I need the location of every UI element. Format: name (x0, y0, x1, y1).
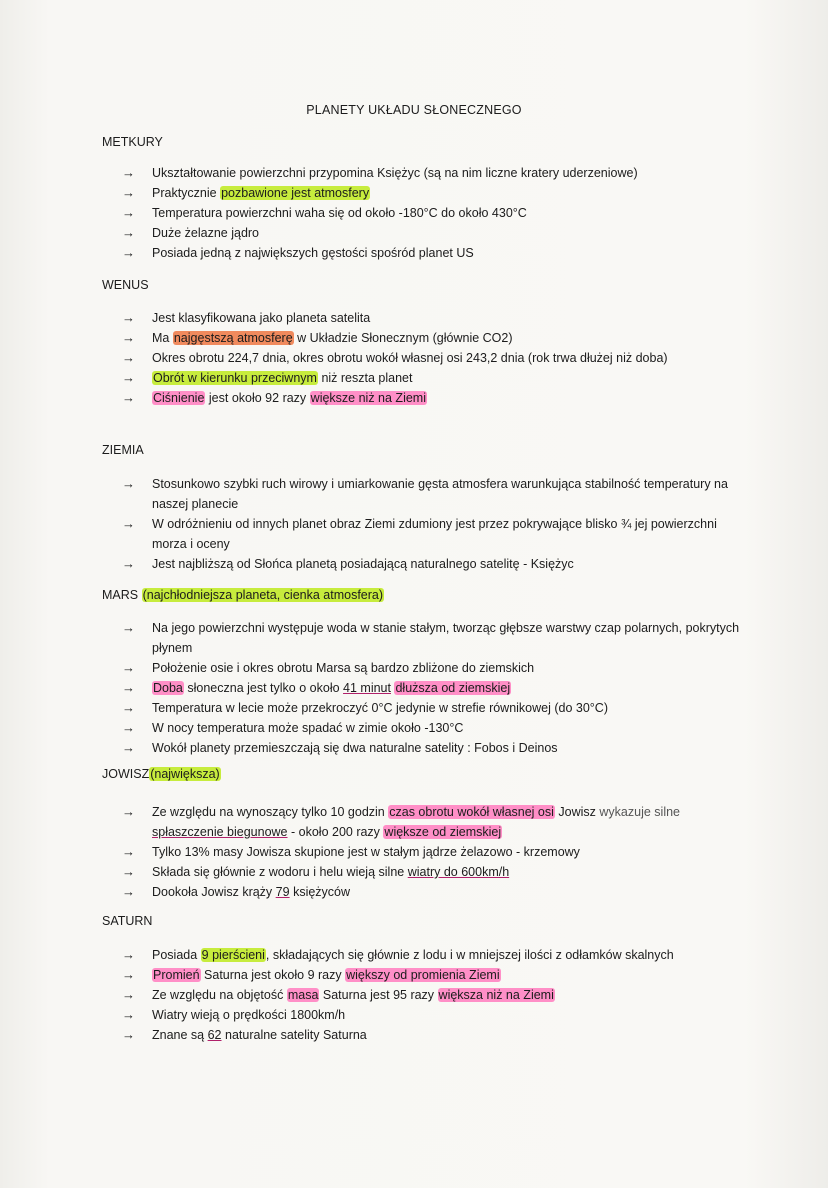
list-item: → Ukształtowanie powierzchni przypomina Księżyc (są na nim liczne kratery uderzeniowe) (122, 163, 742, 183)
list-item: → Doba słoneczna jest tylko o około 41 minut dłuższa od ziemskiej (122, 678, 742, 698)
highlight: czas obrotu wokół własnej osi (389, 805, 554, 819)
arrow-icon: → (122, 804, 135, 819)
list-mars (122, 618, 742, 758)
arrow-icon: → (122, 165, 135, 180)
arrow-icon: → (122, 245, 135, 260)
list-wenus (122, 308, 742, 408)
arrow-icon: → (122, 740, 135, 755)
arrow-icon: → (122, 225, 135, 240)
highlight: Ciśnienie (153, 391, 205, 405)
list-item: → Na jego powierzchni występuje woda w stanie stałym, tworząc głębsze warstwy czap polarnych, pokrytych płynem (122, 620, 740, 655)
arrow-icon: → (122, 620, 135, 635)
list-item: → Temperatura powierzchni waha się od około -180°C do około 430°C (122, 203, 742, 223)
arrow-icon: → (122, 476, 135, 491)
arrow-icon: → (122, 720, 135, 735)
list-saturn (122, 945, 772, 1045)
arrow-icon: → (122, 370, 135, 385)
list-item: → Posiada jedną z największych gęstości spośród planet US (122, 243, 742, 263)
list-item: → Ze względu na objętość masa Saturna jest 95 razy większa niż na Ziemi (122, 985, 772, 1005)
arrow-icon: → (122, 844, 135, 859)
section-heading-mars: MARS (najchłodniejsza planeta, cienka atmosfera) (102, 588, 384, 602)
highlight: Obrót w kierunku przeciwnym (153, 371, 317, 385)
highlight: większy od promienia Ziemi (346, 968, 500, 982)
arrow-icon: → (122, 660, 135, 675)
list-item: → Ze względu na wynoszący tylko 10 godzin czas obrotu wokół własnej osi Jowisz wykazuje silne spłaszczenie biegunowe - około 200 razy większe od ziemskiej (122, 804, 680, 839)
list-item: → W nocy temperatura może spadać w zimie około -130°C (122, 718, 742, 738)
arrow-icon: → (122, 330, 135, 345)
arrow-icon: → (122, 1007, 135, 1022)
arrow-icon: → (122, 864, 135, 879)
list-item: → Obrót w kierunku przeciwnym niż reszta planet (122, 368, 742, 388)
arrow-icon: → (122, 205, 135, 220)
list-item: → Wokół planety przemieszczają się dwa naturalne satelity : Fobos i Deinos (122, 738, 742, 758)
arrow-icon: → (122, 700, 135, 715)
arrow-icon: → (122, 310, 135, 325)
highlight: większe niż na Ziemi (310, 391, 426, 405)
list-item: → Składa się głównie z wodoru i helu wieją silne wiatry do 600km/h (122, 862, 742, 882)
list-item: → Tylko 13% masy Jowisza skupione jest w stałym jądrze żelazowo - krzemowy (122, 842, 742, 862)
list-item: → Ma najgęstszą atmosferę w Układzie Słonecznym (głównie CO2) (122, 328, 742, 348)
list-item: → Jest klasyfikowana jako planeta satelita (122, 308, 742, 328)
list-item: → Ciśnienie jest około 92 razy większe niż na Ziemi (122, 388, 742, 408)
highlight: najgęstszą atmosferę (173, 331, 293, 345)
section-heading-merkury: METKURY (102, 135, 163, 149)
list-item: → W odróżnieniu od innych planet obraz Ziemi zdumiony jest przez pokrywające blisko ¾ jej powierzchni morza i oceny (122, 516, 717, 551)
section-heading-saturn: SATURN (102, 914, 153, 928)
list-item: → Położenie osie i okres obrotu Marsa są bardzo zbliżone do ziemskich (122, 658, 742, 678)
arrow-icon: → (122, 516, 135, 531)
list-item: → Posiada 9 pierścieni, składających się głównie z lodu i w mniejszej ilości z odłamków skalnych (122, 945, 772, 965)
list-item: → Temperatura w lecie może przekroczyć 0°C jedynie w strefie równikowej (do 30°C) (122, 698, 742, 718)
section-heading-jowisz: JOWISZ(największa) (102, 767, 220, 781)
highlight: Promień (153, 968, 200, 982)
highlight: dłuższa od ziemskiej (395, 681, 511, 695)
list-item: → Duże żelazne jądro (122, 223, 742, 243)
highlight: większa niż na Ziemi (438, 988, 554, 1002)
arrow-icon: → (122, 350, 135, 365)
list-item: → Znane są 62 naturalne satelity Saturna (122, 1025, 772, 1045)
list-item: → Promień Saturna jest około 9 razy większy od promienia Ziemi (122, 965, 772, 985)
section-heading-ziemia: ZIEMIA (102, 443, 144, 457)
arrow-icon: → (122, 967, 135, 982)
highlight: 9 pierścieni (201, 948, 265, 962)
list-item: → Jest najbliższą od Słońca planetą posiadającą naturalnego satelitę - Księżyc (122, 554, 742, 574)
list-jowisz (122, 802, 742, 902)
highlight: pozbawione jest atmosfery (221, 186, 370, 200)
list-item: → Wiatry wieją o prędkości 1800km/h (122, 1005, 772, 1025)
highlight: Doba (153, 681, 183, 695)
arrow-icon: → (122, 987, 135, 1002)
highlight: masa (287, 988, 319, 1002)
highlight: większe od ziemskiej (384, 825, 502, 839)
arrow-icon: → (122, 185, 135, 200)
arrow-icon: → (122, 947, 135, 962)
list-item: → Dookoła Jowisz krąży 79 księżyców (122, 882, 742, 902)
page-title: PLANETY UKŁADU SŁONECZNEGO (306, 103, 522, 117)
highlight: (największa) (150, 767, 220, 781)
arrow-icon: → (122, 1027, 135, 1042)
arrow-icon: → (122, 556, 135, 571)
list-item: → Okres obrotu 224,7 dnia, okres obrotu wokół własnej osi 243,2 dnia (rok trwa dłużej niż doba) (122, 348, 742, 368)
list-item: → Stosunkowo szybki ruch wirowy i umiarkowanie gęsta atmosfera warunkująca stabilność temperatury na naszej planecie (122, 476, 728, 511)
highlight: (najchłodniejsza planeta, cienka atmosfera) (142, 588, 384, 602)
arrow-icon: → (122, 390, 135, 405)
list-merkury (122, 163, 742, 263)
arrow-icon: → (122, 680, 135, 695)
list-item: → Praktycznie pozbawione jest atmosfery (122, 183, 742, 203)
arrow-icon: → (122, 884, 135, 899)
section-heading-wenus: WENUS (102, 278, 149, 292)
list-ziemia (122, 474, 742, 574)
